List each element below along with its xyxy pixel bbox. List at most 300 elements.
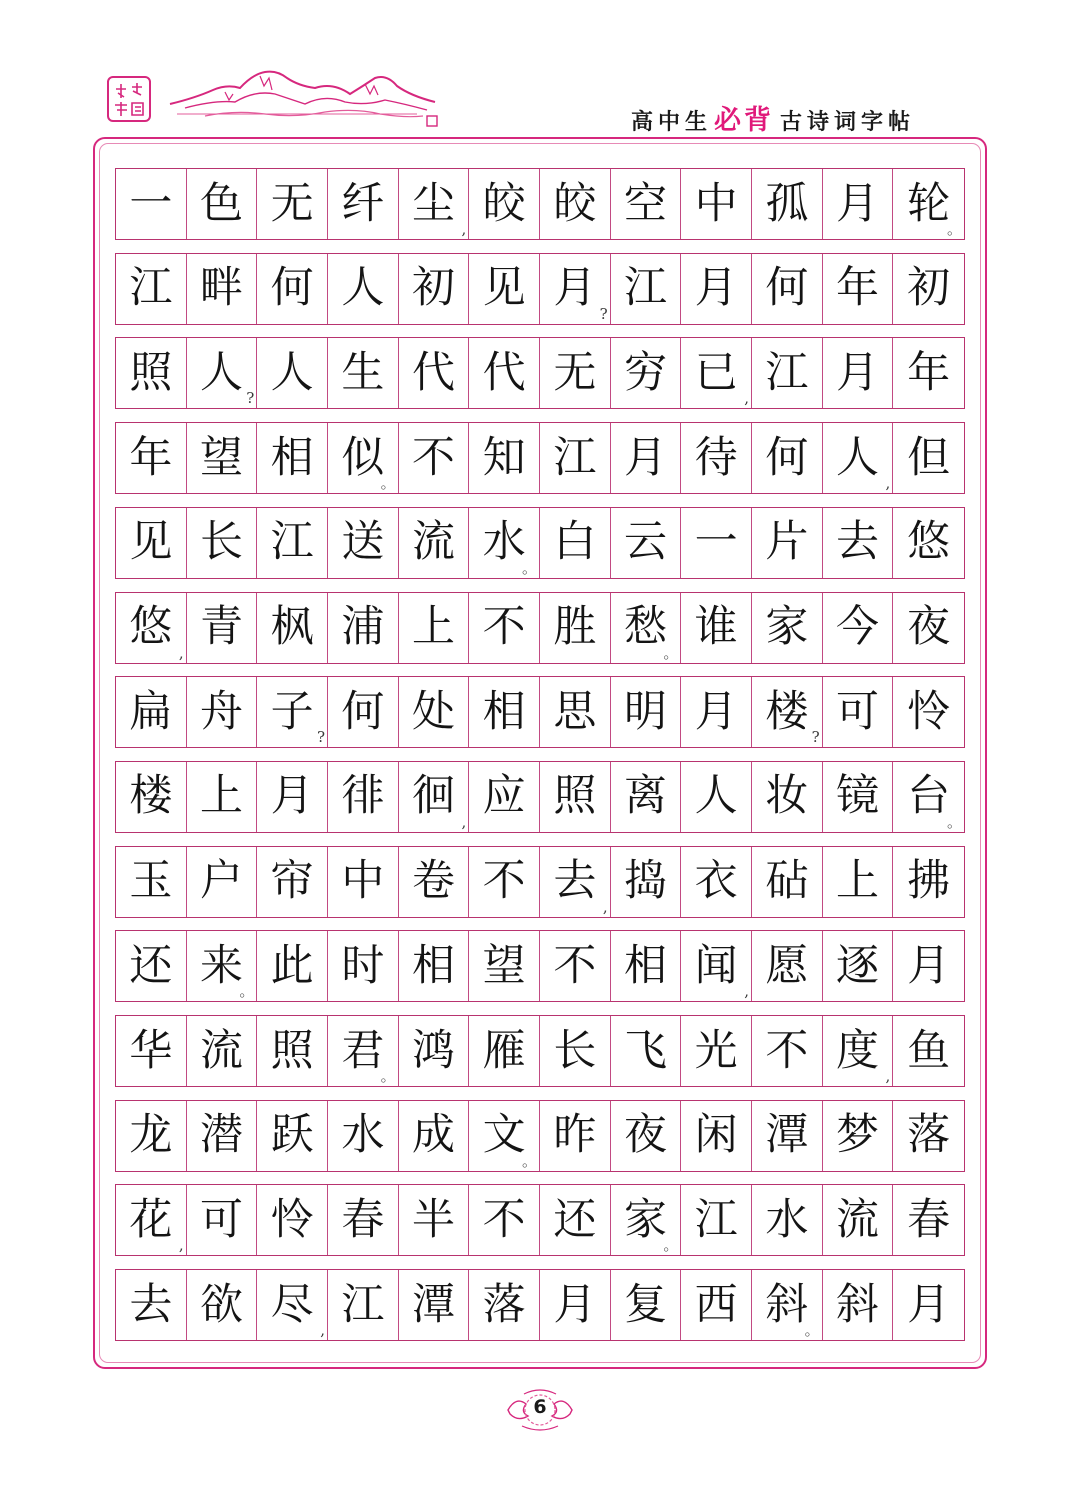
- grid-row: [115, 761, 965, 833]
- character: 纤: [341, 178, 385, 229]
- inner-border-frame: [99, 143, 981, 1363]
- character: 月: [270, 771, 314, 822]
- punctuation-mark: 。: [946, 220, 962, 238]
- grid-cell: [399, 762, 470, 832]
- character: 何: [341, 686, 385, 737]
- seal-icon: [110, 79, 148, 119]
- grid-cell: [187, 931, 258, 1001]
- character: 处: [411, 686, 455, 737]
- grid-cell: [823, 762, 894, 832]
- grid-cell: [469, 1185, 540, 1255]
- character: 卷: [411, 856, 455, 907]
- character: 今: [835, 602, 879, 652]
- grid-cell: [611, 762, 682, 832]
- character: 半: [411, 1194, 455, 1245]
- character: 枫: [270, 602, 314, 652]
- character: 此: [270, 940, 314, 991]
- grid-cell: [328, 593, 399, 663]
- grid-cell: [611, 423, 682, 493]
- character: 代: [411, 347, 455, 398]
- grid-cell: [611, 931, 682, 1001]
- grid-cell: [257, 1185, 328, 1255]
- character: 无: [270, 178, 314, 229]
- character: 月: [835, 178, 879, 229]
- grid-cell: [257, 1016, 328, 1086]
- grid-cell: [893, 1016, 964, 1086]
- character: 流: [199, 1025, 243, 1076]
- grid-cell: [540, 1016, 611, 1086]
- character: 人: [694, 771, 738, 822]
- page-number-ornament: [500, 1386, 580, 1436]
- grid-cell: [257, 169, 328, 239]
- punctuation-mark: ,: [178, 1236, 184, 1255]
- character: 流: [411, 517, 455, 568]
- character: 白: [553, 517, 597, 568]
- character: 鱼: [907, 1025, 951, 1076]
- grid-cell: [399, 1270, 470, 1340]
- grid-row: [115, 930, 965, 1002]
- grid-cell: [893, 254, 964, 324]
- grid-cell: [681, 931, 752, 1001]
- character: 轮: [907, 178, 951, 229]
- grid-cell: [752, 338, 823, 408]
- grid-cell: [893, 508, 964, 578]
- character: 子: [270, 686, 314, 737]
- grid-row: [115, 1100, 965, 1172]
- punctuation-mark: ?: [316, 728, 325, 747]
- character: 何: [765, 432, 809, 483]
- grid-cell: [893, 677, 964, 747]
- grid-cell: [469, 1270, 540, 1340]
- punctuation-mark: ,: [744, 389, 749, 408]
- character: 欲: [199, 1279, 243, 1330]
- character: 相: [623, 940, 667, 991]
- character: 月: [907, 1279, 951, 1330]
- punctuation-mark: ,: [885, 474, 891, 493]
- character: 色: [199, 178, 243, 229]
- punctuation-mark: ,: [461, 220, 467, 238]
- grid-cell: [681, 1185, 752, 1255]
- grid-cell: [611, 677, 682, 747]
- character: 见: [482, 263, 526, 314]
- punctuation-mark: 。: [521, 1151, 537, 1170]
- grid-cell: [540, 169, 611, 239]
- grid-cell: [328, 423, 399, 493]
- character: 已: [694, 347, 738, 398]
- punctuation-mark: ,: [178, 643, 184, 662]
- character: 但: [907, 432, 951, 483]
- grid-cell: [399, 254, 470, 324]
- grid-cell: [399, 847, 470, 917]
- character: 送: [341, 517, 385, 568]
- page-header: [0, 0, 1080, 140]
- character: 一: [694, 517, 738, 568]
- grid-cell: [611, 847, 682, 917]
- grid-cell: [823, 169, 894, 239]
- character: 江: [341, 1279, 385, 1330]
- character: 台: [907, 771, 951, 822]
- grid-cell: [469, 677, 540, 747]
- character: 闻: [694, 940, 738, 991]
- character: 年: [907, 347, 951, 398]
- character: 思: [553, 686, 597, 737]
- character: 月: [907, 940, 951, 991]
- character: 镜: [835, 771, 879, 822]
- character: 玉: [129, 856, 173, 907]
- character: 无: [553, 347, 597, 398]
- grid-cell: [893, 1185, 964, 1255]
- grid-cell: [893, 593, 964, 663]
- character: 水: [765, 1194, 809, 1245]
- grid-cell: [752, 677, 823, 747]
- character: 似: [341, 432, 385, 483]
- character: 人: [341, 263, 385, 314]
- character: 拂: [907, 856, 951, 907]
- grid-cell: [681, 169, 752, 239]
- character: 逐: [835, 940, 879, 991]
- character: 月: [553, 1279, 597, 1330]
- grid-cell: [187, 338, 258, 408]
- character: 文: [482, 1110, 526, 1161]
- character: 龙: [129, 1110, 173, 1161]
- grid-cell: [116, 1016, 187, 1086]
- grid-cell: [469, 169, 540, 239]
- character: 相: [482, 686, 526, 737]
- character: 不: [482, 602, 526, 652]
- grid-cell: [823, 677, 894, 747]
- character: 砧: [765, 856, 809, 907]
- grid-cell: [116, 762, 187, 832]
- grid-cell: [187, 677, 258, 747]
- grid-cell: [752, 423, 823, 493]
- grid-cell: [257, 762, 328, 832]
- grid-cell: [752, 762, 823, 832]
- character: 还: [553, 1194, 597, 1245]
- grid-cell: [681, 593, 752, 663]
- character: 皎: [553, 178, 597, 229]
- grid-cell: [752, 169, 823, 239]
- character: 初: [411, 263, 455, 314]
- grid-cell: [257, 1270, 328, 1340]
- character: 见: [129, 517, 173, 568]
- grid-row: [115, 507, 965, 579]
- character: 知: [482, 432, 526, 483]
- grid-cell: [116, 593, 187, 663]
- title-prefix: 高中生: [630, 110, 712, 135]
- character: 照: [129, 347, 173, 398]
- grid-cell: [257, 931, 328, 1001]
- grid-cell: [257, 677, 328, 747]
- character: 花: [129, 1194, 173, 1245]
- character: 不: [482, 856, 526, 907]
- punctuation-mark: ?: [599, 304, 608, 323]
- punctuation-mark: 。: [239, 982, 255, 1001]
- punctuation-mark: 。: [663, 1236, 679, 1255]
- character: 雁: [482, 1025, 526, 1076]
- grid-cell: [540, 593, 611, 663]
- character: 家: [765, 602, 809, 652]
- grid-cell: [540, 338, 611, 408]
- character: 不: [411, 432, 455, 483]
- character: 照: [553, 771, 597, 822]
- grid-cell: [257, 847, 328, 917]
- character: 上: [835, 856, 879, 907]
- grid-cell: [752, 1185, 823, 1255]
- grid-cell: [611, 1270, 682, 1340]
- title-highlight: 必背: [714, 105, 774, 136]
- punctuation-mark: 。: [380, 1067, 396, 1085]
- grid-cell: [257, 338, 328, 408]
- grid-cell: [399, 593, 470, 663]
- grid-cell: [893, 169, 964, 239]
- grid-cell: [752, 847, 823, 917]
- grid-cell: [823, 508, 894, 578]
- publisher-logo-stamp: [107, 76, 151, 122]
- character: 斜: [835, 1279, 879, 1330]
- character: 潭: [765, 1110, 809, 1161]
- grid-cell: [116, 1101, 187, 1171]
- character: 孤: [765, 178, 809, 229]
- grid-cell: [187, 423, 258, 493]
- grid-cell: [893, 423, 964, 493]
- grid-cell: [611, 508, 682, 578]
- grid-cell: [328, 1185, 399, 1255]
- character: 度: [835, 1025, 879, 1076]
- character: 怜: [907, 686, 951, 737]
- grid-cell: [116, 508, 187, 578]
- grid-cell: [328, 847, 399, 917]
- grid-cell: [328, 1101, 399, 1171]
- page-number: 6: [533, 1396, 547, 1418]
- punctuation-mark: 。: [521, 558, 537, 577]
- character: 相: [270, 432, 314, 483]
- grid-cell: [328, 931, 399, 1001]
- character: 云: [623, 517, 667, 568]
- grid-cell: [116, 847, 187, 917]
- grid-cell: [752, 1270, 823, 1340]
- character: 还: [129, 940, 173, 991]
- character: 徊: [411, 771, 455, 822]
- punctuation-mark: ,: [885, 1067, 891, 1085]
- character: 月: [835, 347, 879, 398]
- grid-cell: [893, 1270, 964, 1340]
- grid-cell: [116, 677, 187, 747]
- grid-row: [115, 592, 965, 664]
- grid-cell: [893, 931, 964, 1001]
- grid-cell: [823, 423, 894, 493]
- grid-cell: [611, 169, 682, 239]
- punctuation-mark: ,: [744, 982, 749, 1001]
- character: 妆: [765, 771, 809, 822]
- grid-cell: [328, 169, 399, 239]
- character: 水: [341, 1110, 385, 1161]
- grid-cell: [752, 1016, 823, 1086]
- character: 月: [694, 263, 738, 314]
- grid-cell: [823, 593, 894, 663]
- punctuation-mark: 。: [663, 643, 679, 662]
- character: 捣: [623, 856, 667, 907]
- character: 不: [765, 1025, 809, 1076]
- character: 来: [199, 940, 243, 991]
- character: 尘: [411, 178, 455, 229]
- grid-cell: [187, 1270, 258, 1340]
- grid-cell: [540, 931, 611, 1001]
- character: 上: [411, 602, 455, 652]
- character: 悠: [129, 602, 173, 652]
- character: 应: [482, 771, 526, 822]
- grid-cell: [893, 847, 964, 917]
- grid-cell: [399, 677, 470, 747]
- grid-cell: [187, 1185, 258, 1255]
- grid-cell: [893, 338, 964, 408]
- grid-cell: [399, 1101, 470, 1171]
- grid-cell: [328, 1270, 399, 1340]
- character: 照: [270, 1025, 314, 1076]
- grid-cell: [399, 931, 470, 1001]
- grid-cell: [469, 931, 540, 1001]
- grid-cell: [328, 254, 399, 324]
- character: 愿: [765, 940, 809, 991]
- grid-cell: [328, 762, 399, 832]
- punctuation-mark: 。: [804, 1321, 820, 1340]
- grid-cell: [540, 762, 611, 832]
- grid-cell: [823, 847, 894, 917]
- mountain-decoration: [165, 64, 445, 134]
- grid-cell: [469, 254, 540, 324]
- character: 相: [411, 940, 455, 991]
- grid-cell: [257, 593, 328, 663]
- character: 年: [835, 263, 879, 314]
- grid-cell: [823, 338, 894, 408]
- character: 片: [765, 517, 809, 568]
- grid-cell: [681, 847, 752, 917]
- grid-cell: [681, 677, 752, 747]
- character: 舟: [199, 686, 243, 737]
- grid-cell: [469, 508, 540, 578]
- grid-cell: [469, 1101, 540, 1171]
- grid-cell: [187, 762, 258, 832]
- grid-cell: [893, 762, 964, 832]
- grid-cell: [116, 1185, 187, 1255]
- grid-cell: [752, 593, 823, 663]
- grid-cell: [681, 762, 752, 832]
- grid-cell: [752, 931, 823, 1001]
- grid-cell: [328, 338, 399, 408]
- grid-cell: [681, 423, 752, 493]
- character: 悠: [907, 517, 951, 568]
- character: 浦: [341, 602, 385, 652]
- character: 去: [129, 1279, 173, 1330]
- grid-cell: [540, 423, 611, 493]
- grid-cell: [187, 1101, 258, 1171]
- grid-cell: [611, 1101, 682, 1171]
- character: 成: [411, 1110, 455, 1161]
- grid-cell: [611, 593, 682, 663]
- character: 家: [623, 1194, 667, 1245]
- character: 代: [482, 347, 526, 398]
- grid-cell: [681, 1270, 752, 1340]
- character: 不: [482, 1194, 526, 1245]
- character: 离: [623, 771, 667, 822]
- grid-cell: [893, 1101, 964, 1171]
- character: 帘: [270, 856, 314, 907]
- character: 待: [694, 432, 738, 483]
- character: 初: [907, 263, 951, 314]
- punctuation-mark: ?: [246, 389, 255, 408]
- character: 何: [765, 263, 809, 314]
- character: 年: [129, 432, 173, 483]
- character: 长: [553, 1025, 597, 1076]
- character: 潭: [411, 1279, 455, 1330]
- character: 穷: [623, 347, 667, 398]
- grid-cell: [540, 254, 611, 324]
- grid-cell: [257, 1101, 328, 1171]
- grid-cell: [328, 1016, 399, 1086]
- character: 人: [199, 347, 243, 398]
- character: 闲: [694, 1110, 738, 1161]
- grid-cell: [611, 1016, 682, 1086]
- character: 江: [270, 517, 314, 568]
- punctuation-mark: ,: [320, 1321, 325, 1340]
- grid-row: [115, 1184, 965, 1256]
- grid-cell: [823, 1016, 894, 1086]
- grid-cell: [681, 508, 752, 578]
- character: 江: [694, 1194, 738, 1245]
- character: 空: [623, 178, 667, 229]
- grid-cell: [611, 1185, 682, 1255]
- grid-cell: [399, 169, 470, 239]
- grid-cell: [752, 508, 823, 578]
- character: 望: [199, 432, 243, 483]
- character: 中: [694, 178, 738, 229]
- grid-cell: [116, 931, 187, 1001]
- character: 长: [199, 517, 243, 568]
- character: 衣: [694, 856, 738, 907]
- grid-cell: [187, 847, 258, 917]
- character: 生: [341, 347, 385, 398]
- punctuation-mark: ,: [602, 897, 608, 916]
- grid-cell: [116, 254, 187, 324]
- character: 潜: [199, 1110, 243, 1161]
- character: 时: [341, 940, 385, 991]
- character: 西: [694, 1279, 738, 1330]
- character: 跃: [270, 1110, 314, 1161]
- grid-cell: [187, 1016, 258, 1086]
- grid-cell: [116, 423, 187, 493]
- grid-cell: [611, 254, 682, 324]
- grid-cell: [399, 423, 470, 493]
- grid-cell: [469, 1016, 540, 1086]
- character: 流: [835, 1194, 879, 1245]
- character: 春: [341, 1194, 385, 1245]
- character: 徘: [341, 771, 385, 822]
- character: 何: [270, 263, 314, 314]
- grid-cell: [823, 254, 894, 324]
- character: 水: [482, 517, 526, 568]
- character: 不: [553, 940, 597, 991]
- grid-cell: [469, 762, 540, 832]
- grid-cell: [540, 1270, 611, 1340]
- character: 中: [341, 856, 385, 907]
- grid-cell: [116, 1270, 187, 1340]
- character: 愁: [623, 602, 667, 652]
- grid-row: [115, 846, 965, 918]
- character: 君: [341, 1025, 385, 1076]
- grid-cell: [823, 1185, 894, 1255]
- character: 昨: [553, 1110, 597, 1161]
- character: 可: [199, 1194, 243, 1245]
- grid-cell: [681, 338, 752, 408]
